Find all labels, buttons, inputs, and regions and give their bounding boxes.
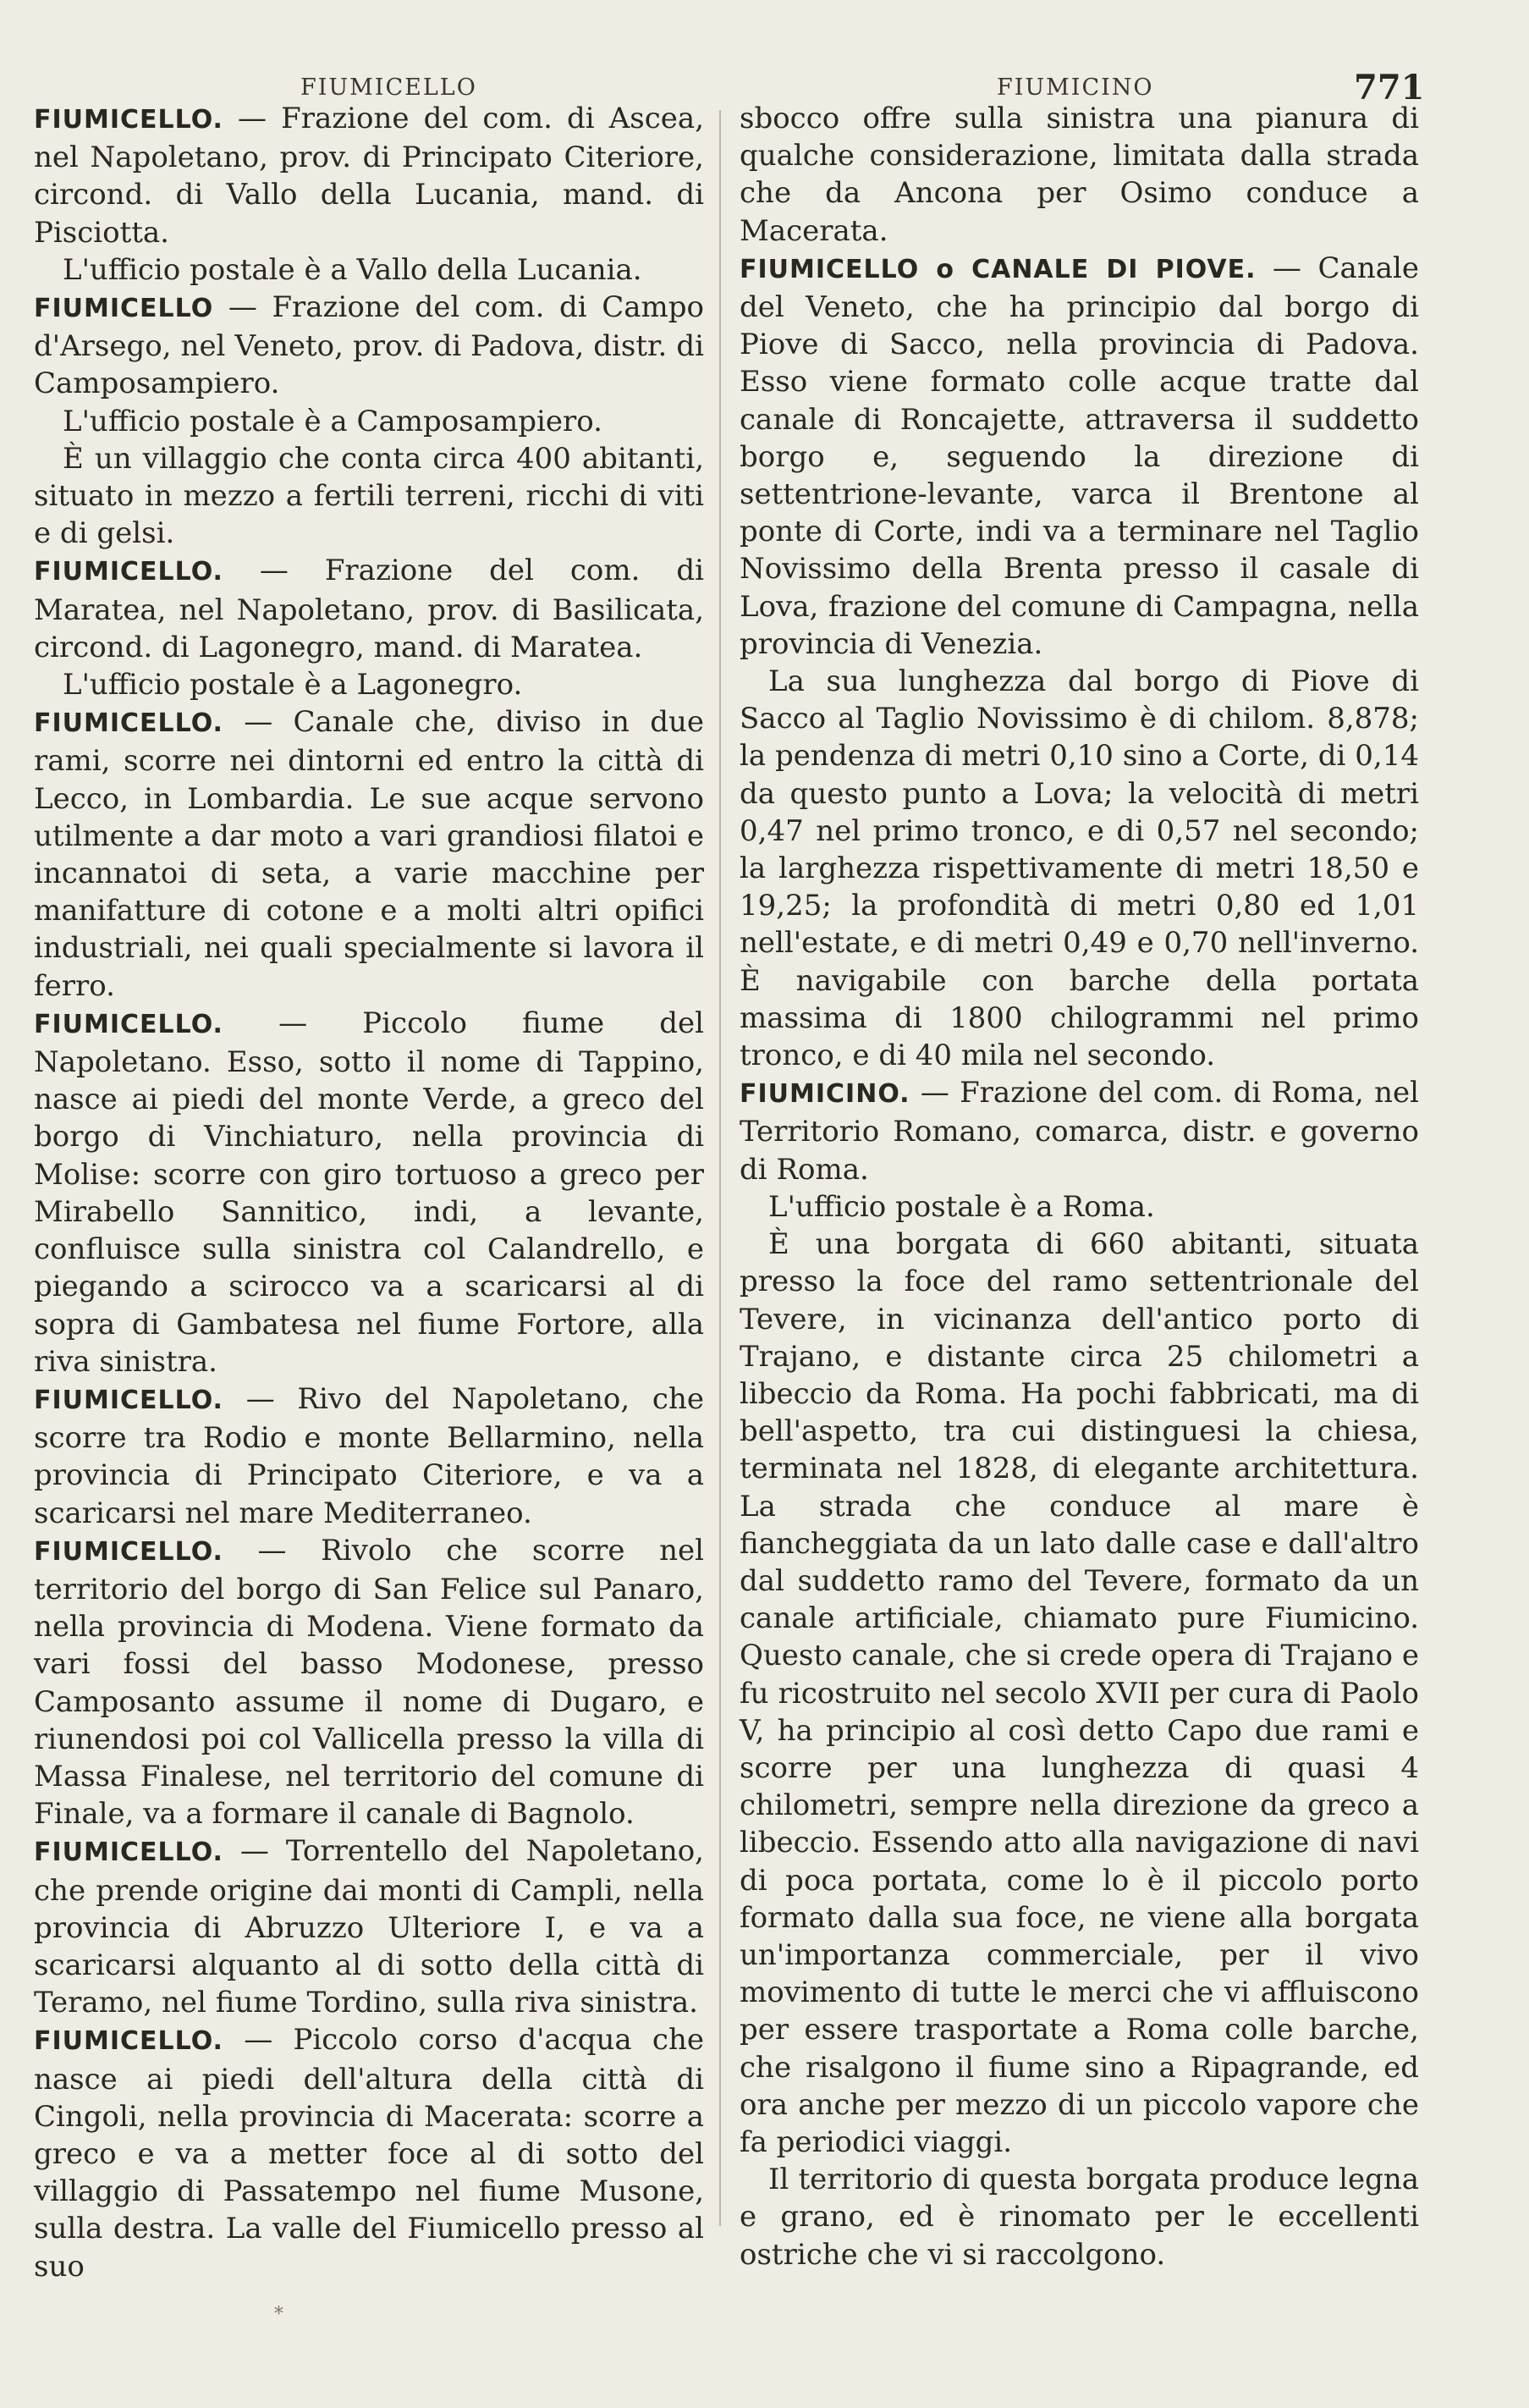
entry-headword: FIUMICELLO. bbox=[34, 105, 223, 135]
entry-text: — Rivolo che scorre nel territorio del borgo di San Felice sul Panaro, nella provincia di Modena. Viene formato da vari fossi del basso Modonese, presso Camposanto assume il nome di Dugaro, e riunendosi poi col Vallicella presso la villa di Massa Finalese, nel territorio del comune di Finale, va a formare il canale di Bagnolo. bbox=[34, 1533, 704, 1832]
dictionary-entry bbox=[34, 1832, 704, 2021]
entry-headword: FIUMICELLO. bbox=[34, 2026, 223, 2057]
dictionary-entry bbox=[34, 703, 704, 1005]
entry-text: L'ufficio postale è a Lagonegro. bbox=[63, 668, 523, 703]
entry-paragraph bbox=[740, 100, 1419, 250]
entry-text: — Frazione del com. di Campo d'Arsego, nel Veneto, prov. di Padova, distr. di Camposampiero. bbox=[34, 290, 704, 401]
entry-headword: FIUMICINO. bbox=[740, 1079, 910, 1110]
entry-headword: FIUMICELLO. bbox=[34, 1536, 223, 1567]
entry-headword: FIUMICELLO. bbox=[34, 557, 223, 587]
entry-paragraph bbox=[34, 251, 704, 289]
entry-paragraph bbox=[34, 403, 704, 440]
entry-headword: FIUMICELLO. bbox=[34, 708, 223, 739]
dictionary-entry bbox=[740, 250, 1419, 663]
entry-text: Il territorio di questa borgata produce legna e grano, ed è rinomato per le eccellenti ostriche che vi si raccolgono. bbox=[740, 2163, 1419, 2272]
dictionary-entry bbox=[740, 1074, 1419, 1188]
entry-text: — Frazione del com. di Roma, nel Territorio Romano, comarca, distr. e governo di Roma. bbox=[740, 1076, 1419, 1187]
column-divider bbox=[719, 110, 721, 2226]
left-column bbox=[34, 100, 704, 2285]
entry-paragraph bbox=[740, 663, 1419, 1074]
entry-text: — Canale che, diviso in due rami, scorre nei dintorni ed entro la città di Lecco, in Lombardia. Le sue acque servono utilmente a dar moto a vari grandiosi filatoi e incannatoi di seta, a varie macchine per manifatture di cotone e a molti altri opifici industriali, nei quali specialmente si lavora il ferro. bbox=[34, 705, 704, 1003]
dictionary-entry bbox=[34, 1532, 704, 1833]
entry-headword: FIUMICELLO o CANALE DI PIOVE. bbox=[740, 254, 1257, 284]
entry-text: — Torrentello del Napoletano, che prende origine dai monti di Campli, nella provincia di Abruzzo Ulteriore I, e va a scaricarsi alquanto al di sotto della città di Teramo, nel fiume Tordino, sulla riva sinistra. bbox=[34, 1834, 704, 2020]
dictionary-entry bbox=[34, 289, 704, 403]
entry-text: È un villaggio che conta circa 400 abitanti, situato in mezzo a fertili terreni, ricchi di viti e di gelsi. bbox=[34, 441, 704, 551]
running-head-right: FIUMICINO bbox=[997, 74, 1154, 101]
right-column bbox=[740, 100, 1419, 2273]
entry-headword: FIUMICELLO. bbox=[34, 1009, 223, 1039]
entry-text: — Frazione del com. di Maratea, nel Napoletano, prov. di Basilicata, circond. di Lagonegro, mand. di Maratea. bbox=[34, 554, 704, 664]
entry-headword: FIUMICELLO. bbox=[34, 1838, 223, 1868]
entry-text: — Frazione del com. di Ascea, nel Napoletano, prov. di Principato Citeriore, circond. di Vallo della Lucania, mand. di Pisciotta. bbox=[34, 102, 704, 250]
entry-paragraph bbox=[740, 2161, 1419, 2273]
entry-text: La sua lunghezza dal borgo di Piove di Sacco al Taglio Novissimo è di chilom. 8,878; la pendenza di metri 0,10 sino a Corte, di 0,14 da questo punto a Lova; la velocità di metri 0,47 nel primo tronco, e di 0,57 nel secondo; la larghezza rispettivamente di metri 18,50 e 19,25; la profondità di metri 0,80 ed 1,01 nell'estate, e di metri 0,49 e 0,70 nell'inverno. È navigabile con barche della portata massima di 1800 chilogrammi nel primo tronco, e di 40 mila nel secondo. bbox=[740, 664, 1419, 1073]
entry-paragraph bbox=[34, 440, 704, 553]
dictionary-entry bbox=[34, 552, 704, 666]
running-head-left: FIUMICELLO bbox=[300, 74, 477, 101]
entry-text: — Piccolo corso d'acqua che nasce ai piedi dell'altura della città di Cingoli, nella provincia di Macerata: scorre a greco e va a metter foce al di sotto del villaggio di Passatempo nel fiume Musone, sulla destra. La valle del Fiumicello presso al suo bbox=[34, 2023, 704, 2284]
page-number: 771 bbox=[1354, 68, 1425, 107]
entry-paragraph bbox=[740, 1188, 1419, 1226]
entry-text: L'ufficio postale è a Vallo della Lucania. bbox=[63, 252, 642, 287]
entry-text: — Canale del Veneto, che ha principio dal borgo di Piove di Sacco, nella provincia di Padova. Esso viene formato colle acque tratte dal canale di Roncajette, attraversa il suddetto borgo e, seguendo la direzione di settentrione-levante, varca il Brentone al ponte di Corte, indi va a terminare nel Taglio Novissimo della Brenta presso il casale di Lova, frazione del comune di Campagna, nella provincia di Venezia. bbox=[740, 251, 1419, 661]
entry-text: È una borgata di 660 abitanti, situata presso la foce del ramo settentrionale del Tevere, in vicinanza dell'antico porto di Trajano, e distante circa 25 chilometri a libeccio da Roma. Ha pochi fabbricati, ma di bell'aspetto, tra cui distinguesi la chiesa, terminata nel 1828, di elegante architettura. La strada che conduce al mare è fiancheggiata da un lato dalle case e dall'altro dal suddetto ramo del Tevere, formato da un canale artificiale, chiamato pure Fiumicino. Questo canale, che si crede opera di Trajano e fu ricostruito nel secolo XVII per cura di Paolo V, ha principio al così detto Capo due rami e scorre per una lunghezza di quasi 4 chilometri, sempre nella direzione da greco a libeccio. Essendo atto alla navigazione di navi di poca portata, come lo è il piccolo porto formato dalla sua foce, ne viene alla borgata un'importanza commerciale, per il vivo movimento di tutte le merci che vi affluiscono per essere trasportate a Roma colle barche, che risalgono il fiume sino a Ripagrande, ed ora anche per mezzo di un piccolo vapore che fa periodici viaggi. bbox=[740, 1227, 1419, 2159]
entry-text: L'ufficio postale è a Camposampiero. bbox=[63, 404, 602, 438]
entry-text: L'ufficio postale è a Roma. bbox=[768, 1189, 1155, 1224]
dictionary-entry bbox=[34, 100, 704, 251]
entry-text: — Rivo del Napoletano, che scorre tra Rodio e monte Bellarmino, nella provincia di Principato Citeriore, e va a scaricarsi nel mare Mediterraneo. bbox=[34, 1381, 704, 1530]
dictionary-entry bbox=[34, 1005, 704, 1380]
dictionary-entry bbox=[34, 1380, 704, 1532]
dictionary-entry bbox=[34, 2021, 704, 2284]
entry-paragraph bbox=[34, 666, 704, 703]
entry-text: sbocco offre sulla sinistra una pianura di qualche considerazione, limitata dalla strada che da Ancona per Osimo conduce a Macerata. bbox=[740, 102, 1419, 248]
entry-paragraph bbox=[740, 1226, 1419, 2161]
entry-text: — Piccolo fiume del Napoletano. Esso, sotto il nome di Tappino, nasce ai piedi del monte Verde, a greco del borgo di Vinchiaturo, nella provincia di Molise: scorre con giro tortuoso a greco per Mirabello Sannitico, indi, a levante, confluisce sulla sinistra col Calandrello, e piegando a scirocco va a scaricarsi al di sopra di Gambatesa nel fiume Fortore, alla riva sinistra. bbox=[34, 1006, 704, 1379]
entry-headword: FIUMICELLO. bbox=[34, 1385, 223, 1415]
footer-mark: * bbox=[274, 2304, 283, 2325]
entry-headword: FIUMICELLO bbox=[34, 294, 214, 324]
